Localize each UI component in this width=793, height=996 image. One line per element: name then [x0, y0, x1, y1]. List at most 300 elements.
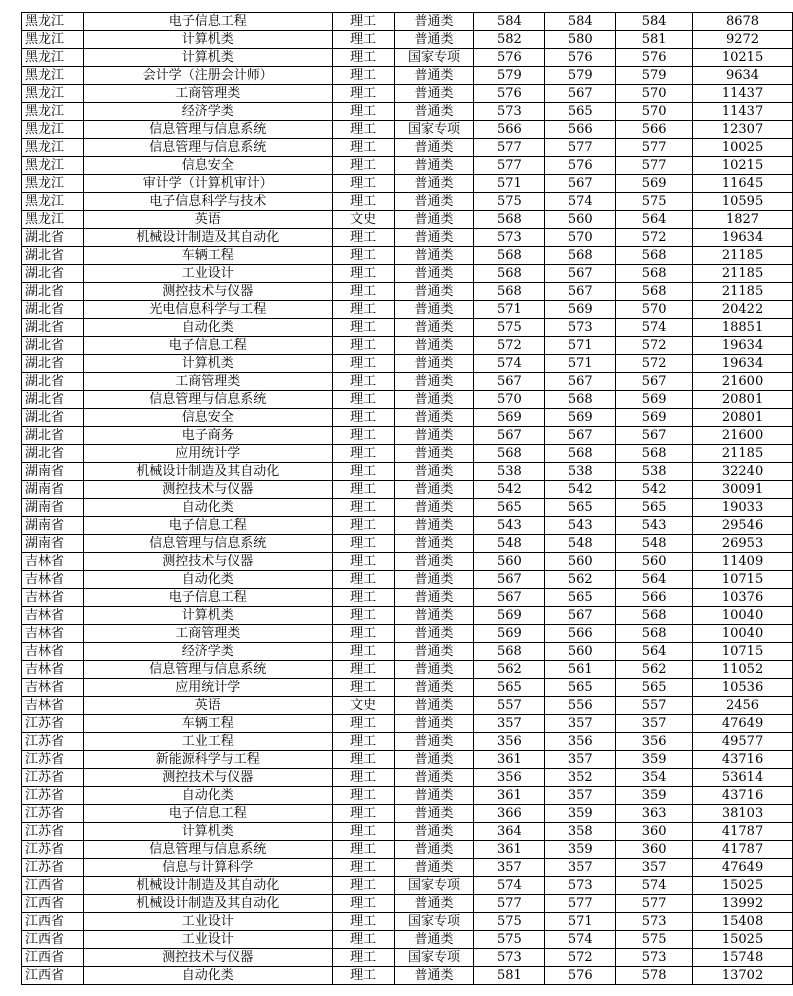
batch-type-cell: 普通类 — [394, 751, 474, 769]
rank-cell: 15025 — [693, 877, 793, 895]
category-cell: 理工 — [332, 283, 394, 301]
avg-score-cell: 359 — [616, 787, 693, 805]
province-cell: 黑龙江 — [22, 13, 84, 31]
avg-score-cell: 538 — [616, 463, 693, 481]
province-cell: 吉林省 — [22, 571, 84, 589]
min-score-cell: 570 — [545, 229, 616, 247]
avg-score-cell: 570 — [616, 103, 693, 121]
table-row — [22, 85, 793, 103]
table-row — [22, 733, 793, 751]
min-score-cell: 567 — [545, 175, 616, 193]
min-score-cell: 566 — [545, 625, 616, 643]
province-cell: 湖南省 — [22, 481, 84, 499]
major-cell: 车辆工程 — [83, 715, 332, 733]
major-cell: 电子信息工程 — [83, 517, 332, 535]
category-cell: 理工 — [332, 193, 394, 211]
batch-type-cell: 普通类 — [394, 499, 474, 517]
category-cell: 理工 — [332, 877, 394, 895]
max-score-cell: 575 — [474, 931, 545, 949]
table-row — [22, 103, 793, 121]
rank-cell: 8678 — [693, 13, 793, 31]
rank-cell: 41787 — [693, 841, 793, 859]
province-cell: 吉林省 — [22, 643, 84, 661]
avg-score-cell: 577 — [616, 895, 693, 913]
category-cell: 文史 — [332, 697, 394, 715]
category-cell: 理工 — [332, 301, 394, 319]
max-score-cell: 361 — [474, 751, 545, 769]
rank-cell: 10215 — [693, 49, 793, 67]
major-cell: 电子信息工程 — [83, 589, 332, 607]
max-score-cell: 568 — [474, 265, 545, 283]
min-score-cell: 576 — [545, 49, 616, 67]
min-score-cell: 565 — [545, 499, 616, 517]
avg-score-cell: 557 — [616, 697, 693, 715]
rank-cell: 20801 — [693, 391, 793, 409]
max-score-cell: 565 — [474, 499, 545, 517]
rank-cell: 10536 — [693, 679, 793, 697]
batch-type-cell: 普通类 — [394, 283, 474, 301]
min-score-cell: 568 — [545, 247, 616, 265]
rank-cell: 10025 — [693, 139, 793, 157]
min-score-cell: 568 — [545, 391, 616, 409]
min-score-cell: 572 — [545, 949, 616, 967]
rank-cell: 11437 — [693, 85, 793, 103]
min-score-cell: 357 — [545, 715, 616, 733]
max-score-cell: 574 — [474, 355, 545, 373]
table-row — [22, 913, 793, 931]
major-cell: 电子信息工程 — [83, 337, 332, 355]
province-cell: 江西省 — [22, 877, 84, 895]
max-score-cell: 567 — [474, 571, 545, 589]
province-cell: 江西省 — [22, 931, 84, 949]
max-score-cell: 538 — [474, 463, 545, 481]
max-score-cell: 573 — [474, 949, 545, 967]
avg-score-cell: 565 — [616, 499, 693, 517]
avg-score-cell: 564 — [616, 571, 693, 589]
max-score-cell: 568 — [474, 211, 545, 229]
avg-score-cell: 569 — [616, 409, 693, 427]
category-cell: 理工 — [332, 427, 394, 445]
rank-cell: 11052 — [693, 661, 793, 679]
major-cell: 自动化类 — [83, 571, 332, 589]
rank-cell: 43716 — [693, 787, 793, 805]
category-cell: 理工 — [332, 445, 394, 463]
category-cell: 理工 — [332, 931, 394, 949]
batch-type-cell: 普通类 — [394, 409, 474, 427]
rank-cell: 10595 — [693, 193, 793, 211]
min-score-cell: 580 — [545, 31, 616, 49]
province-cell: 湖北省 — [22, 445, 84, 463]
province-cell: 黑龙江 — [22, 139, 84, 157]
table-row — [22, 247, 793, 265]
major-cell: 工业设计 — [83, 913, 332, 931]
province-cell: 湖北省 — [22, 355, 84, 373]
province-cell: 江苏省 — [22, 715, 84, 733]
rank-cell: 38103 — [693, 805, 793, 823]
rank-cell: 19033 — [693, 499, 793, 517]
table-row — [22, 769, 793, 787]
max-score-cell: 361 — [474, 787, 545, 805]
max-score-cell: 576 — [474, 49, 545, 67]
table-row — [22, 391, 793, 409]
batch-type-cell: 国家专项 — [394, 121, 474, 139]
avg-score-cell: 568 — [616, 265, 693, 283]
rank-cell: 21600 — [693, 373, 793, 391]
major-cell: 测控技术与仪器 — [83, 769, 332, 787]
min-score-cell: 352 — [545, 769, 616, 787]
province-cell: 江西省 — [22, 913, 84, 931]
rank-cell: 11409 — [693, 553, 793, 571]
batch-type-cell: 普通类 — [394, 319, 474, 337]
min-score-cell: 571 — [545, 337, 616, 355]
batch-type-cell: 普通类 — [394, 787, 474, 805]
table-row — [22, 175, 793, 193]
table-row — [22, 517, 793, 535]
min-score-cell: 548 — [545, 535, 616, 553]
max-score-cell: 577 — [474, 139, 545, 157]
avg-score-cell: 572 — [616, 355, 693, 373]
major-cell: 计算机类 — [83, 607, 332, 625]
max-score-cell: 575 — [474, 319, 545, 337]
table-row — [22, 139, 793, 157]
category-cell: 理工 — [332, 13, 394, 31]
province-cell: 湖北省 — [22, 265, 84, 283]
category-cell: 理工 — [332, 157, 394, 175]
min-score-cell: 561 — [545, 661, 616, 679]
batch-type-cell: 普通类 — [394, 463, 474, 481]
avg-score-cell: 566 — [616, 589, 693, 607]
avg-score-cell: 357 — [616, 859, 693, 877]
category-cell: 理工 — [332, 715, 394, 733]
min-score-cell: 584 — [545, 13, 616, 31]
rank-cell: 49577 — [693, 733, 793, 751]
category-cell: 理工 — [332, 409, 394, 427]
province-cell: 黑龙江 — [22, 175, 84, 193]
province-cell: 湖北省 — [22, 427, 84, 445]
rank-cell: 19634 — [693, 229, 793, 247]
batch-type-cell: 普通类 — [394, 535, 474, 553]
table-row — [22, 211, 793, 229]
batch-type-cell: 普通类 — [394, 247, 474, 265]
batch-type-cell: 国家专项 — [394, 877, 474, 895]
max-score-cell: 568 — [474, 643, 545, 661]
batch-type-cell: 普通类 — [394, 229, 474, 247]
avg-score-cell: 570 — [616, 85, 693, 103]
avg-score-cell: 569 — [616, 391, 693, 409]
min-score-cell: 542 — [545, 481, 616, 499]
max-score-cell: 361 — [474, 841, 545, 859]
batch-type-cell: 国家专项 — [394, 49, 474, 67]
min-score-cell: 567 — [545, 607, 616, 625]
major-cell: 光电信息科学与工程 — [83, 301, 332, 319]
avg-score-cell: 357 — [616, 715, 693, 733]
category-cell: 理工 — [332, 751, 394, 769]
table-row — [22, 571, 793, 589]
category-cell: 理工 — [332, 103, 394, 121]
category-cell: 理工 — [332, 589, 394, 607]
avg-score-cell: 568 — [616, 625, 693, 643]
batch-type-cell: 普通类 — [394, 139, 474, 157]
batch-type-cell: 普通类 — [394, 373, 474, 391]
avg-score-cell: 548 — [616, 535, 693, 553]
batch-type-cell: 普通类 — [394, 625, 474, 643]
table-row — [22, 409, 793, 427]
table-row — [22, 283, 793, 301]
avg-score-cell: 575 — [616, 193, 693, 211]
table-row — [22, 877, 793, 895]
rank-cell: 10376 — [693, 589, 793, 607]
major-cell: 新能源科学与工程 — [83, 751, 332, 769]
major-cell: 自动化类 — [83, 499, 332, 517]
batch-type-cell: 国家专项 — [394, 913, 474, 931]
category-cell: 理工 — [332, 463, 394, 481]
max-score-cell: 364 — [474, 823, 545, 841]
table-row — [22, 445, 793, 463]
table-row — [22, 535, 793, 553]
major-cell: 工业设计 — [83, 931, 332, 949]
rank-cell: 43716 — [693, 751, 793, 769]
category-cell: 理工 — [332, 247, 394, 265]
min-score-cell: 565 — [545, 589, 616, 607]
major-cell: 机械设计制造及其自动化 — [83, 895, 332, 913]
major-cell: 计算机类 — [83, 355, 332, 373]
rank-cell: 15025 — [693, 931, 793, 949]
max-score-cell: 356 — [474, 733, 545, 751]
min-score-cell: 567 — [545, 283, 616, 301]
province-cell: 黑龙江 — [22, 193, 84, 211]
category-cell: 理工 — [332, 517, 394, 535]
batch-type-cell: 普通类 — [394, 715, 474, 733]
table-row — [22, 841, 793, 859]
table-row — [22, 751, 793, 769]
avg-score-cell: 562 — [616, 661, 693, 679]
batch-type-cell: 普通类 — [394, 589, 474, 607]
major-cell: 审计学（计算机审计） — [83, 175, 332, 193]
rank-cell: 41787 — [693, 823, 793, 841]
batch-type-cell: 普通类 — [394, 553, 474, 571]
province-cell: 湖北省 — [22, 247, 84, 265]
max-score-cell: 584 — [474, 13, 545, 31]
table-row — [22, 121, 793, 139]
rank-cell: 26953 — [693, 535, 793, 553]
table-row — [22, 715, 793, 733]
avg-score-cell: 566 — [616, 121, 693, 139]
max-score-cell: 577 — [474, 157, 545, 175]
max-score-cell: 565 — [474, 679, 545, 697]
major-cell: 信息管理与信息系统 — [83, 841, 332, 859]
avg-score-cell: 573 — [616, 913, 693, 931]
min-score-cell: 573 — [545, 319, 616, 337]
category-cell: 理工 — [332, 787, 394, 805]
avg-score-cell: 579 — [616, 67, 693, 85]
major-cell: 电子商务 — [83, 427, 332, 445]
min-score-cell: 567 — [545, 265, 616, 283]
batch-type-cell: 普通类 — [394, 445, 474, 463]
major-cell: 信息安全 — [83, 157, 332, 175]
category-cell: 理工 — [332, 625, 394, 643]
batch-type-cell: 普通类 — [394, 967, 474, 985]
rank-cell: 11437 — [693, 103, 793, 121]
major-cell: 信息管理与信息系统 — [83, 661, 332, 679]
batch-type-cell: 普通类 — [394, 391, 474, 409]
min-score-cell: 565 — [545, 103, 616, 121]
major-cell: 机械设计制造及其自动化 — [83, 463, 332, 481]
major-cell: 信息管理与信息系统 — [83, 391, 332, 409]
category-cell: 理工 — [332, 643, 394, 661]
province-cell: 江苏省 — [22, 841, 84, 859]
category-cell: 理工 — [332, 229, 394, 247]
major-cell: 自动化类 — [83, 787, 332, 805]
rank-cell: 47649 — [693, 859, 793, 877]
rank-cell: 29546 — [693, 517, 793, 535]
min-score-cell: 576 — [545, 967, 616, 985]
table-row — [22, 931, 793, 949]
category-cell: 理工 — [332, 85, 394, 103]
max-score-cell: 575 — [474, 913, 545, 931]
category-cell: 理工 — [332, 49, 394, 67]
min-score-cell: 357 — [545, 751, 616, 769]
province-cell: 吉林省 — [22, 553, 84, 571]
category-cell: 理工 — [332, 679, 394, 697]
major-cell: 英语 — [83, 211, 332, 229]
category-cell: 理工 — [332, 895, 394, 913]
category-cell: 理工 — [332, 841, 394, 859]
province-cell: 江苏省 — [22, 859, 84, 877]
table-row — [22, 625, 793, 643]
category-cell: 理工 — [332, 967, 394, 985]
min-score-cell: 359 — [545, 841, 616, 859]
major-cell: 信息管理与信息系统 — [83, 121, 332, 139]
province-cell: 江西省 — [22, 949, 84, 967]
max-score-cell: 569 — [474, 625, 545, 643]
major-cell: 测控技术与仪器 — [83, 553, 332, 571]
max-score-cell: 579 — [474, 67, 545, 85]
province-cell: 江西省 — [22, 967, 84, 985]
min-score-cell: 560 — [545, 211, 616, 229]
max-score-cell: 571 — [474, 301, 545, 319]
province-cell: 吉林省 — [22, 697, 84, 715]
min-score-cell: 556 — [545, 697, 616, 715]
rank-cell: 20801 — [693, 409, 793, 427]
max-score-cell: 557 — [474, 697, 545, 715]
max-score-cell: 569 — [474, 607, 545, 625]
max-score-cell: 574 — [474, 877, 545, 895]
avg-score-cell: 568 — [616, 283, 693, 301]
avg-score-cell: 577 — [616, 157, 693, 175]
min-score-cell: 565 — [545, 679, 616, 697]
table-row — [22, 13, 793, 31]
max-score-cell: 573 — [474, 229, 545, 247]
max-score-cell: 562 — [474, 661, 545, 679]
rank-cell: 30091 — [693, 481, 793, 499]
province-cell: 湖北省 — [22, 319, 84, 337]
category-cell: 理工 — [332, 67, 394, 85]
category-cell: 理工 — [332, 139, 394, 157]
major-cell: 测控技术与仪器 — [83, 949, 332, 967]
batch-type-cell: 普通类 — [394, 823, 474, 841]
avg-score-cell: 360 — [616, 841, 693, 859]
max-score-cell: 357 — [474, 715, 545, 733]
province-cell: 吉林省 — [22, 679, 84, 697]
major-cell: 自动化类 — [83, 967, 332, 985]
table-row — [22, 319, 793, 337]
category-cell: 理工 — [332, 499, 394, 517]
province-cell: 黑龙江 — [22, 211, 84, 229]
avg-score-cell: 572 — [616, 229, 693, 247]
province-cell: 黑龙江 — [22, 49, 84, 67]
max-score-cell: 572 — [474, 337, 545, 355]
major-cell: 信息管理与信息系统 — [83, 535, 332, 553]
max-score-cell: 581 — [474, 967, 545, 985]
max-score-cell: 568 — [474, 283, 545, 301]
province-cell: 湖北省 — [22, 301, 84, 319]
province-cell: 黑龙江 — [22, 31, 84, 49]
max-score-cell: 356 — [474, 769, 545, 787]
min-score-cell: 574 — [545, 193, 616, 211]
rank-cell: 21185 — [693, 265, 793, 283]
rank-cell: 10215 — [693, 157, 793, 175]
batch-type-cell: 普通类 — [394, 31, 474, 49]
batch-type-cell: 普通类 — [394, 661, 474, 679]
table-row — [22, 193, 793, 211]
max-score-cell: 571 — [474, 175, 545, 193]
avg-score-cell: 542 — [616, 481, 693, 499]
avg-score-cell: 567 — [616, 427, 693, 445]
batch-type-cell: 普通类 — [394, 211, 474, 229]
min-score-cell: 576 — [545, 157, 616, 175]
province-cell: 湖南省 — [22, 535, 84, 553]
min-score-cell: 573 — [545, 877, 616, 895]
max-score-cell: 582 — [474, 31, 545, 49]
province-cell: 湖北省 — [22, 409, 84, 427]
batch-type-cell: 普通类 — [394, 607, 474, 625]
rank-cell: 15748 — [693, 949, 793, 967]
table-row — [22, 373, 793, 391]
category-cell: 理工 — [332, 355, 394, 373]
major-cell: 工商管理类 — [83, 85, 332, 103]
max-score-cell: 366 — [474, 805, 545, 823]
table-row — [22, 67, 793, 85]
province-cell: 湖南省 — [22, 517, 84, 535]
major-cell: 机械设计制造及其自动化 — [83, 877, 332, 895]
major-cell: 应用统计学 — [83, 445, 332, 463]
table-row — [22, 607, 793, 625]
batch-type-cell: 普通类 — [394, 103, 474, 121]
min-score-cell: 569 — [545, 301, 616, 319]
batch-type-cell: 普通类 — [394, 301, 474, 319]
avg-score-cell: 574 — [616, 319, 693, 337]
avg-score-cell: 354 — [616, 769, 693, 787]
rank-cell: 10040 — [693, 625, 793, 643]
rank-cell: 15408 — [693, 913, 793, 931]
table-row — [22, 265, 793, 283]
avg-score-cell: 565 — [616, 679, 693, 697]
major-cell: 信息安全 — [83, 409, 332, 427]
batch-type-cell: 普通类 — [394, 679, 474, 697]
major-cell: 经济学类 — [83, 643, 332, 661]
category-cell: 理工 — [332, 733, 394, 751]
batch-type-cell: 普通类 — [394, 733, 474, 751]
batch-type-cell: 普通类 — [394, 427, 474, 445]
table-row — [22, 337, 793, 355]
batch-type-cell: 普通类 — [394, 337, 474, 355]
rank-cell: 21185 — [693, 283, 793, 301]
min-score-cell: 359 — [545, 805, 616, 823]
category-cell: 文史 — [332, 211, 394, 229]
category-cell: 理工 — [332, 265, 394, 283]
avg-score-cell: 568 — [616, 247, 693, 265]
province-cell: 江苏省 — [22, 787, 84, 805]
